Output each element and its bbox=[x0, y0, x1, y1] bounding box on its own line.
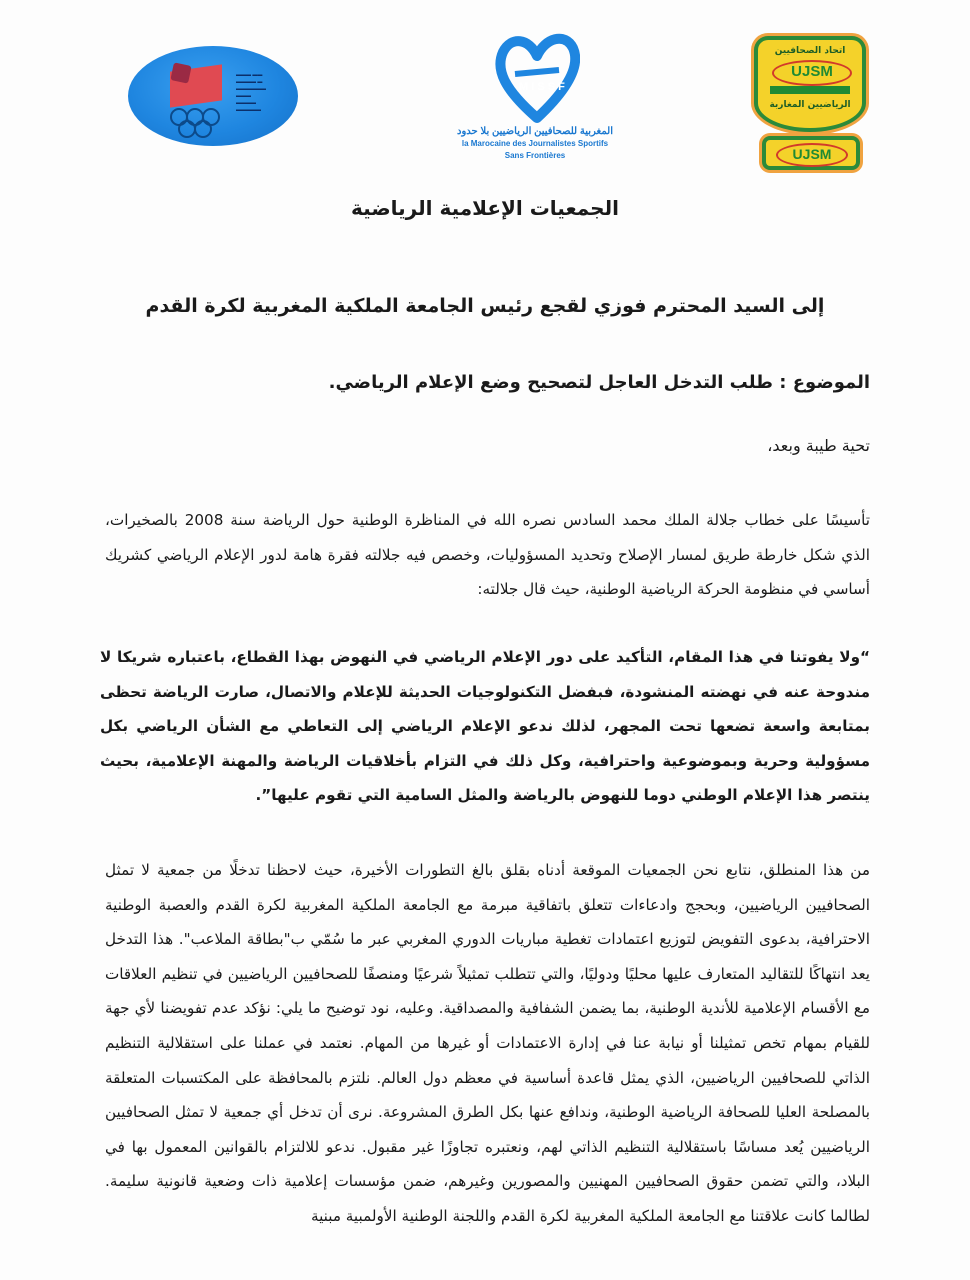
ujsm-strip bbox=[770, 86, 850, 94]
greeting: تحية طيبة وبعد، bbox=[767, 436, 870, 455]
mjssf-caption-french-2: Sans Frontières bbox=[504, 151, 566, 160]
subject-line: الموضوع : طلب التدخل العاجل لتصحيح وضع الإعلام الرياضي. bbox=[328, 372, 870, 393]
heart-ribbon-icon bbox=[495, 30, 580, 125]
svg-text:M I S S F: M I S S F bbox=[519, 81, 565, 93]
ujsm-bottom-text: الرياضيين المغاربة bbox=[769, 100, 851, 110]
main-paragraph: من هذا المنطلق، نتابع نحن الجمعيات الموقعة أدناه بقلق بالغ التطورات الأخيرة، حيث لاحظنا تدخلًا من جمعية لا تمثل الصحافيين الرياضيين، وبحجج وادعاءات تتعلق باتفاقية مبرمة مع الجامعة الملكية المغربية لكرة القدم والعصبة الوطنية الاحترافية، بدعوى التفويض لتوزيع اعتمادات تغطية مباريات الدوري المغربي عبر ما سُمّي ب"بطاقة الملاعب". هذا التدخل يعد انتهاكًا للتقاليد المتعارف عليها محليًا ودوليًا، والتي تتطلب تمثيلاً شرعيًا ومنصفًا للصحافيين الرياضيين في تنظيم العلاقات مع الأقسام الإعلامية للأندية الوطنية، بما يضمن الشفافية والمصداقية. وعليه، نود توضيح ما يلي: نؤكد عدم تفويضنا لأي جهة للقيام بمهام تخص تمثيلنا أو نيابة عنا في إدارة الاعتمادات أو غيرها من المهام. نعتمد في عملنا على استقلالية التنظيم الذاتي للصحافيين الرياضيين، الذي يمثل قاعدة أساسية في معظم دول العالم. نلتزم بالمحافظة على المكتسبات المتعلقة بالمصلحة العليا للصحافة الرياضية الوطنية، وندافع عنها بكل الطرق المشروعة. نرى أن تدخل أي جمعية لا تمثل الصحافيين الرياضيين يُعد مساسًا باستقلالية التنظيم الذاتي لهم، ونعتبره تجاوزًا غير مقبول. ندعو للالتزام بالقوانين المعمول بها في البلاد، والتي تضمن حقوق الصحافيين المهنيين والمصورين وغيرهم، ضمن مؤسسات إعلامية ذات وضعية قانونية سليمة. لطالما كانت علاقتنا مع الجامعة الملكية المغربية لكرة القدم واللجنة الوطنية الأولمبية مبنية bbox=[105, 861, 870, 1225]
ujsm-badge-acronym: UJSM bbox=[776, 143, 848, 167]
olympic-rings-icon bbox=[170, 108, 230, 138]
flag-emblem-icon bbox=[170, 62, 191, 83]
royal-quote: “ولا يفوتنا في هذا المقام، التأكيد على دور الإعلام الرياضي في النهوض بهذا القطاع، باعتباره شريكا لا مندوحة عنه في نهضته المنشودة، فبفضل التكنولوجيات الحديثة للإعلام والاتصال، صارت الرياضة تحظى بمتابعة واسعة تضعها تحت المجهر، لذلك ندعو الإعلام الرياضي إلى التعاطي مع الشأن الرياضي بكل مسؤولية وحرية وبموضوعية واحترافية، وكل ذلك في التزام بأخلاقيات الرياضة والمهنة الإعلامية، بحيث ينتصر هذا الإعلام الوطني دوما للنهوض بالرياضة والمثل السامية التي تقوم عليها”. bbox=[100, 648, 870, 804]
shield-icon bbox=[754, 36, 866, 132]
addressee-line: إلى السيد المحترم فوزي لقجع رئيس الجامعة الملكية المغربية لكرة القدم bbox=[145, 295, 825, 317]
intro-paragraph: تأسيسًا على خطاب جلالة الملك محمد السادس نصره الله في المناظرة الوطنية حول الرياضة سنة 2008 بالصخيرات، الذي شكل خارطة طريق لمسار الإصلاح وتحديد المسؤوليات، وخصص فيه جلالته فقرة هامة لدور الإعلام الرياضي كشريك أساسي في منظومة الحركة الرياضية الوطنية، حيث قال جلالته: bbox=[105, 511, 870, 598]
ujsm-badge bbox=[762, 136, 860, 170]
mjssf-caption-french-1: la Marocaine des Journalistes Sportifs bbox=[461, 139, 609, 148]
ujsm-acronym: UJSM bbox=[772, 60, 852, 86]
ujsm-logo bbox=[752, 36, 870, 172]
olympic-press-logo bbox=[128, 46, 298, 146]
ujsm-top-text: اتحاد الصحافيين bbox=[774, 46, 846, 56]
mjssf-caption bbox=[455, 125, 615, 162]
organization-title: الجمعيات الإعلامية الرياضية bbox=[351, 196, 619, 220]
mjssf-logo bbox=[455, 25, 615, 170]
logo-small-text: ▬▬▬ ▬▬ ▬▬▬▬ ▬ ▬▬▬▬▬▬ ▬▬▬ ▬▬▬▬ ▬▬▬▬▬ bbox=[236, 72, 266, 113]
mjssf-caption-arabic: المغربية للصحافيين الرياضيين بلا حدود bbox=[457, 126, 613, 137]
